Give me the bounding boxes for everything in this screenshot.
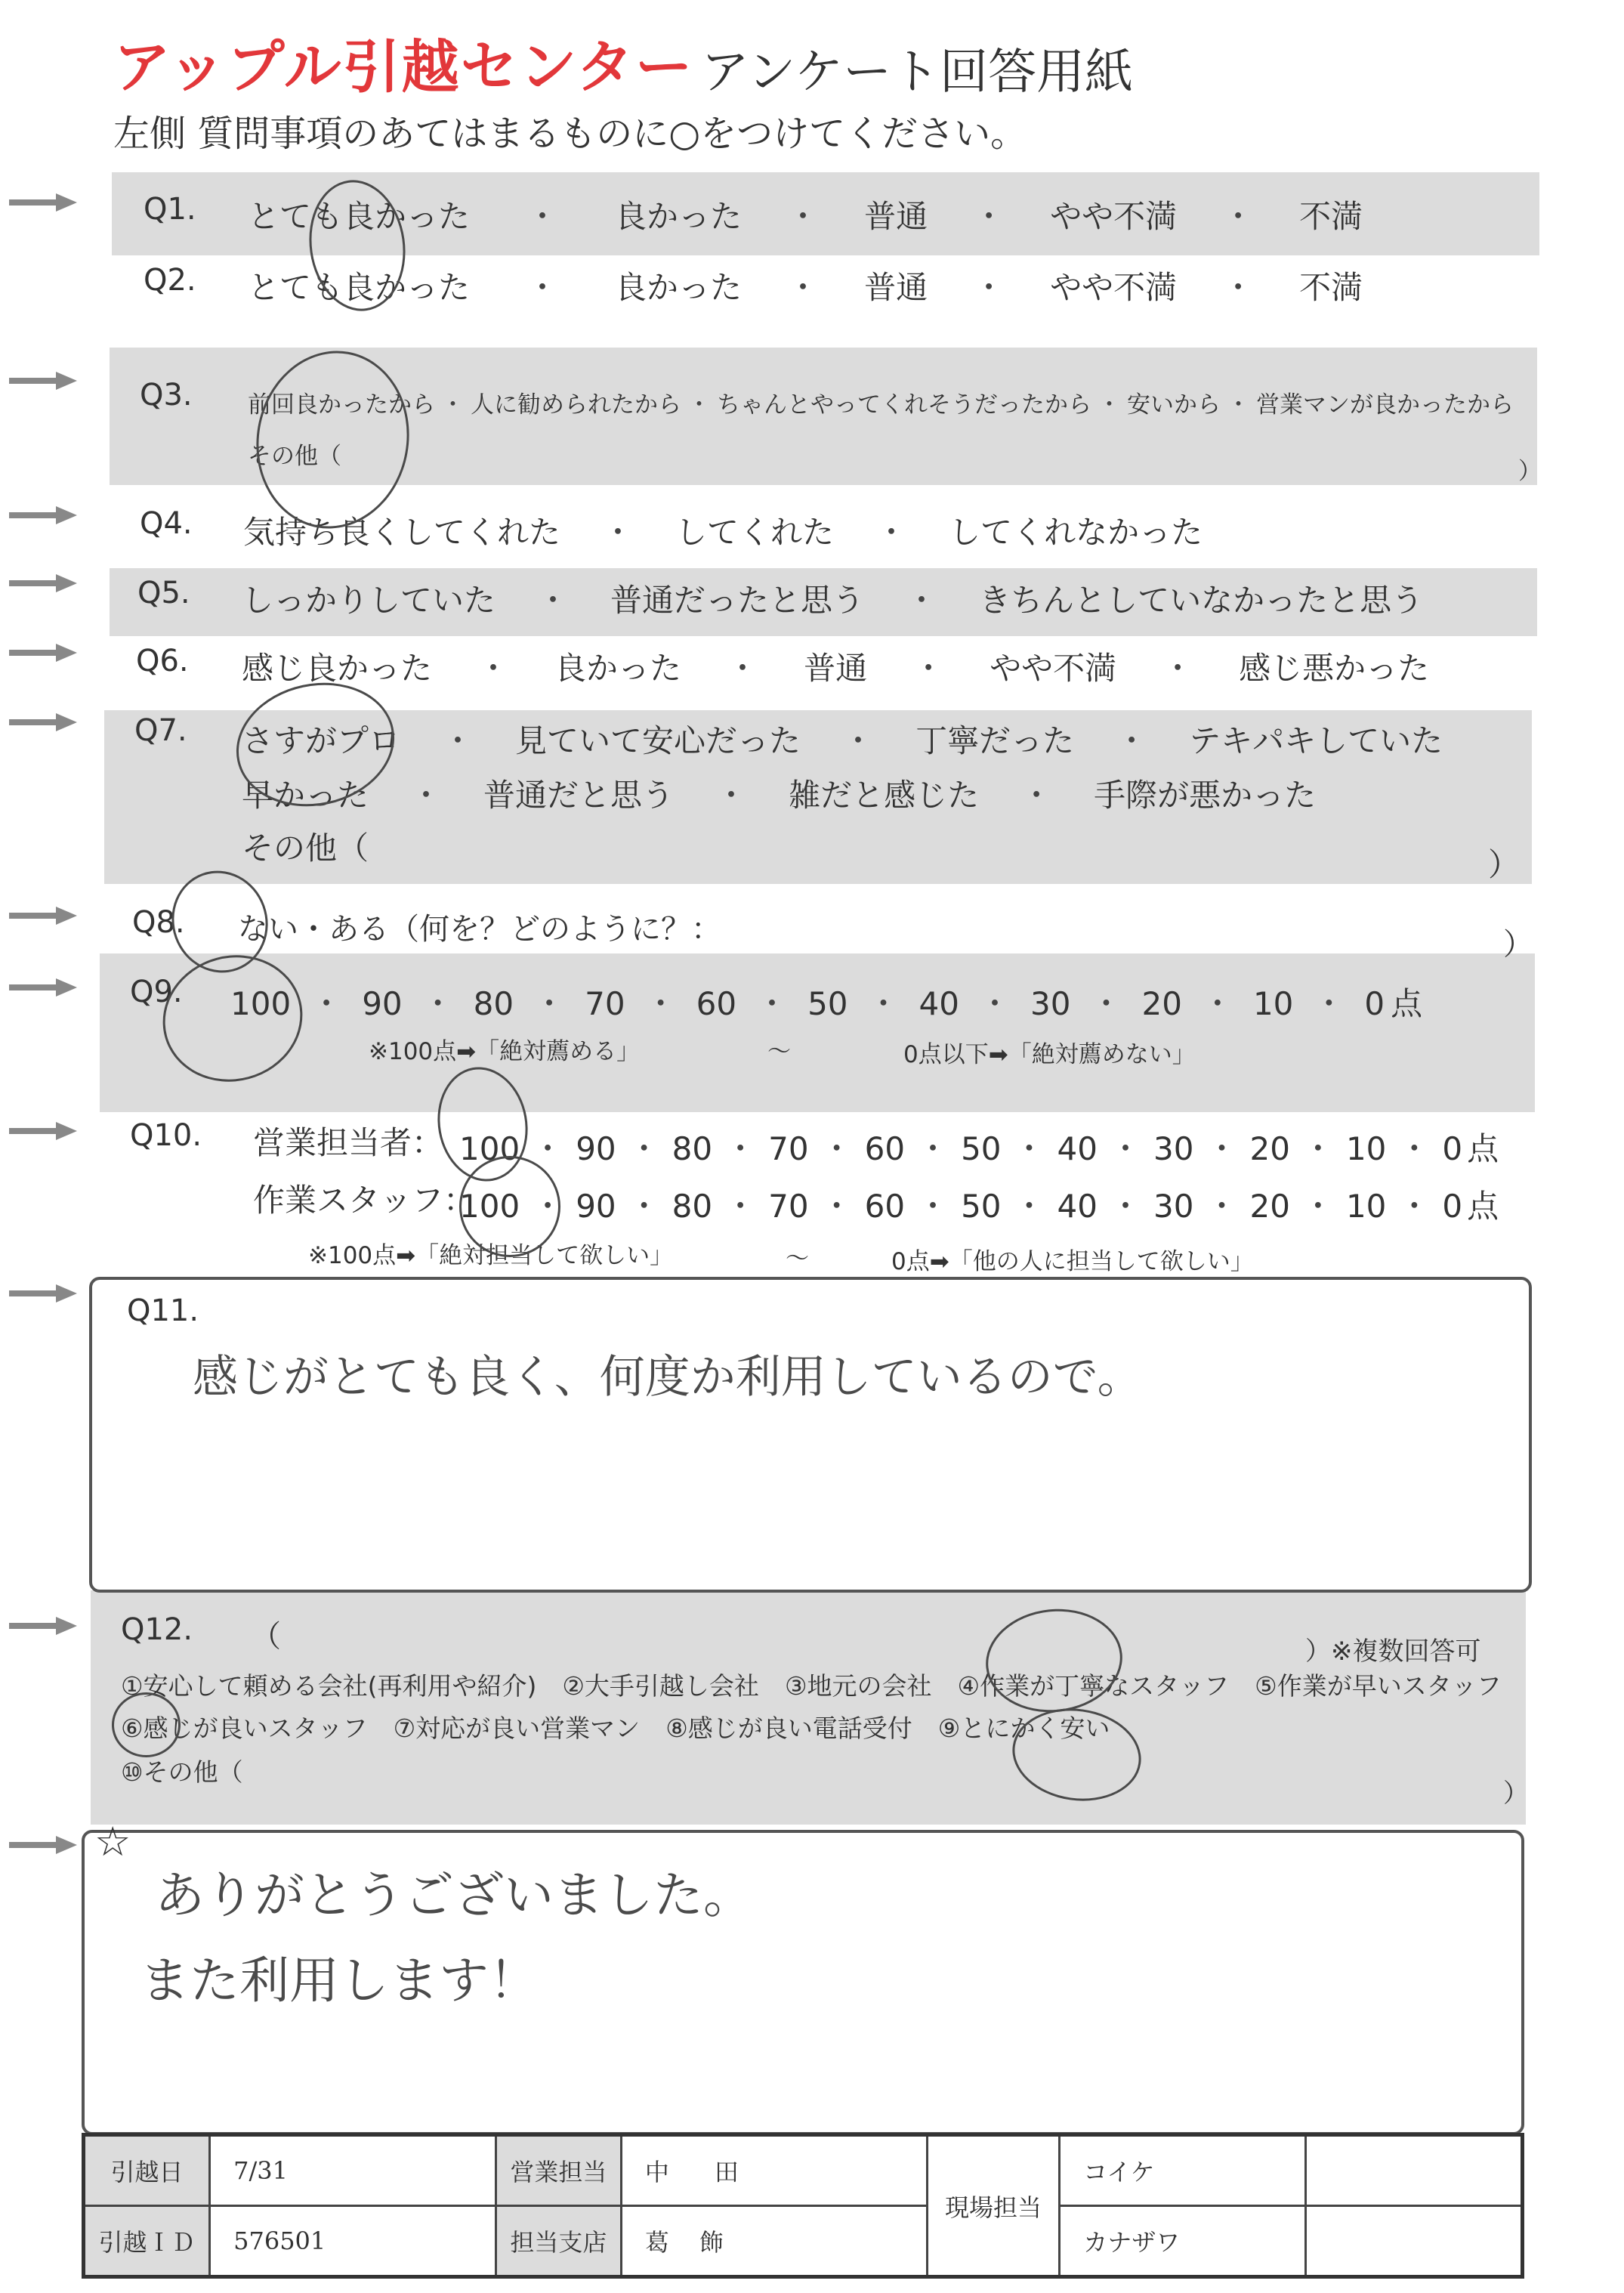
- q10-tilde: ～: [786, 1245, 809, 1272]
- q6-options: 感じ良かった ・ 良かった ・ 普通 ・ やや不満 ・ 感じ悪かった: [242, 644, 1429, 689]
- margin-arrow-icon: [9, 1617, 77, 1635]
- q9-note-left: ※100点➡「絶対薦める」: [369, 1038, 641, 1065]
- q10-staff-score[interactable]: 100: [459, 1188, 520, 1225]
- margin-arrow-icon: [9, 978, 77, 997]
- margin-arrow-icon: [9, 644, 77, 662]
- sales-rep-value: 中田: [621, 2135, 927, 2206]
- move-info-table: [82, 2133, 1524, 2279]
- q11-answer-box[interactable]: [89, 1277, 1532, 1593]
- q3-options: 前回良かったから ・ 人に勧められたから ・ ちゃんとやってくれそうだったから ・ 安いから ・ 営業マンが良かったから: [248, 385, 1514, 419]
- site-staff-value-1: コイケ: [1060, 2135, 1306, 2206]
- q6-label: Q6.: [136, 644, 189, 678]
- q9-tilde: ～: [767, 1038, 791, 1065]
- q10-sales-score[interactable]: 60: [864, 1130, 906, 1167]
- q7-options-row1: さすがプロ ・ 見ていて安心だった ・ 丁寧だった ・ テキパキしていた: [242, 716, 1443, 762]
- comment-handwritten-line1: ありがとうございました。: [155, 1866, 753, 1924]
- star-icon: ☆: [94, 1818, 131, 1865]
- q7-option[interactable]: 雑だと感じた: [789, 777, 980, 814]
- q12-option[interactable]: ①安心して頼める会社(再利用や紹介): [121, 1671, 537, 1701]
- q3-option[interactable]: 営業マンが良かったから: [1256, 391, 1514, 419]
- q10-staff-score[interactable]: 70: [768, 1188, 809, 1225]
- instructions: 左側 質問事項のあてはまるものに○をつけてください。: [113, 113, 1027, 155]
- q9-score[interactable]: 80: [473, 985, 514, 1022]
- q10-note-left: ※100点➡「絶対担当して欲しい」: [308, 1242, 674, 1269]
- pen-circle-mark: [112, 1692, 181, 1757]
- q7-option[interactable]: 手際が悪かった: [1094, 777, 1317, 814]
- q5-option[interactable]: きちんとしていなかったと思う: [979, 582, 1424, 619]
- q10-sales-label: 営業担当者：: [253, 1124, 444, 1161]
- q9-score[interactable]: 40: [919, 985, 959, 1022]
- q10-staff-score[interactable]: 60: [864, 1188, 906, 1225]
- q1-label: Q1.: [144, 192, 196, 227]
- q4-options: 気持ち良くしてくれた ・ してくれた ・ してくれなかった: [243, 508, 1203, 553]
- q2-option[interactable]: 不満: [1299, 269, 1363, 306]
- q10-sales-score[interactable]: 20: [1249, 1130, 1290, 1167]
- empty-cell: [1306, 2135, 1523, 2206]
- q10-staff-label: 作業スタッフ：: [253, 1182, 476, 1219]
- q1-option[interactable]: とても良かった: [248, 198, 471, 235]
- q12-option[interactable]: ④作業が丁寧なスタッフ: [957, 1671, 1230, 1701]
- q5-label: Q5.: [137, 576, 190, 610]
- q6-option[interactable]: 普通: [804, 650, 868, 687]
- margin-arrow-icon: [9, 1284, 77, 1303]
- move-date-value: 7/31: [210, 2135, 496, 2206]
- q12-option[interactable]: ⑤作業が早いスタッフ: [1255, 1671, 1502, 1701]
- q12-close: ）: [1503, 1778, 1529, 1809]
- q4-option[interactable]: してくれなかった: [949, 514, 1203, 551]
- q9-score[interactable]: 50: [807, 985, 848, 1022]
- q9-score[interactable]: 70: [585, 985, 625, 1022]
- q12-option[interactable]: ⑧感じが良い電話受付: [665, 1714, 912, 1743]
- q10-label: Q10.: [130, 1118, 202, 1153]
- q10-sales-score[interactable]: 50: [961, 1130, 1002, 1167]
- q4-label: Q4.: [140, 506, 193, 541]
- q9-label: Q9.: [130, 975, 183, 1009]
- branch-value: 葛飾: [621, 2206, 927, 2277]
- q5-option[interactable]: 普通だったと思う: [610, 582, 865, 619]
- q9-score[interactable]: 10: [1252, 985, 1294, 1022]
- q10-sales-score[interactable]: 90: [576, 1130, 616, 1167]
- q10-sales-score[interactable]: 70: [768, 1130, 809, 1167]
- q6-option[interactable]: 感じ良かった: [242, 650, 433, 687]
- q3-close: ）: [1518, 458, 1542, 485]
- q12-options-row1: [121, 1667, 1502, 1702]
- q7-option[interactable]: 丁寧だった: [915, 722, 1075, 759]
- q7-close: ）: [1488, 846, 1521, 883]
- q10-staff-scores: 100 ・ 90 ・ 80 ・ 70 ・ 60 ・ 50 ・ 40 ・ 30 ・ 20 ・ 10 ・ 0 点: [459, 1182, 1499, 1227]
- q2-option[interactable]: やや不満: [1050, 269, 1178, 306]
- q6-option[interactable]: 良かった: [554, 650, 682, 687]
- band-q12: [91, 1590, 1526, 1825]
- q10-sales-score[interactable]: 40: [1057, 1130, 1098, 1167]
- margin-arrow-icon: [9, 574, 77, 592]
- brand-title: アップル引越センター: [113, 33, 694, 100]
- q10-sales-score[interactable]: 0: [1442, 1130, 1463, 1167]
- q1-options: とても良かった ・ 良かった ・ 普通 ・ やや不満 ・ 不満: [248, 192, 1363, 237]
- site-staff-value-2: カナザワ: [1060, 2206, 1306, 2277]
- q7-option[interactable]: 普通だと思う: [483, 777, 675, 814]
- q2-option[interactable]: 普通: [864, 269, 928, 306]
- q1-option[interactable]: 普通: [864, 198, 928, 235]
- q9-score[interactable]: 90: [362, 985, 403, 1022]
- band-q9: [100, 953, 1535, 1112]
- move-date-label: 引越日: [84, 2135, 210, 2206]
- q11-label: Q11.: [127, 1293, 199, 1328]
- margin-arrow-icon: [9, 506, 77, 524]
- q7-option[interactable]: 見ていて安心だった: [515, 722, 801, 759]
- q8-options[interactable]: ない・ある（何を？どのように？：: [238, 912, 721, 947]
- q10-staff-score[interactable]: 90: [576, 1188, 616, 1225]
- q10-staff-score[interactable]: 0: [1442, 1188, 1463, 1225]
- q10-sales-score[interactable]: 10: [1345, 1130, 1387, 1167]
- q6-option[interactable]: 感じ悪かった: [1239, 650, 1430, 687]
- pen-circle-mark: [459, 1156, 560, 1257]
- q4-option[interactable]: 気持ち良くしてくれた: [243, 514, 561, 551]
- q12-open: （: [251, 1619, 281, 1654]
- q10-sales-score[interactable]: 100: [459, 1130, 520, 1167]
- q10-staff-score[interactable]: 80: [672, 1188, 713, 1225]
- comment-handwritten-line2: また利用します！: [140, 1952, 539, 2010]
- q10-staff-score[interactable]: 20: [1249, 1188, 1290, 1225]
- q9-score[interactable]: 0: [1364, 985, 1385, 1022]
- q12-option[interactable]: ⑨とにかく安い: [937, 1714, 1110, 1743]
- q7-other[interactable]: その他（: [242, 830, 369, 867]
- q10-staff-score[interactable]: 30: [1153, 1188, 1194, 1225]
- margin-arrow-icon: [9, 713, 77, 731]
- margin-arrow-icon: [9, 1122, 77, 1140]
- q1-option[interactable]: 良かった: [615, 198, 743, 235]
- q6-option[interactable]: やや不満: [990, 650, 1117, 687]
- q5-options: しっかりしていた ・ 普通だったと思う ・ きちんとしていなかったと思う: [242, 576, 1423, 621]
- q10-sales-score[interactable]: 80: [672, 1130, 713, 1167]
- q3-other[interactable]: その他（: [248, 443, 341, 470]
- q9-score[interactable]: 100: [230, 985, 292, 1022]
- move-id-label: 引越ＩＤ: [84, 2206, 210, 2277]
- q3-option[interactable]: 前回良かったから: [248, 391, 435, 419]
- q10-staff-score[interactable]: 50: [961, 1188, 1002, 1225]
- q12-options-row2: [121, 1709, 1110, 1744]
- site-staff-label: 現場担当: [927, 2135, 1059, 2277]
- margin-arrow-icon: [9, 907, 77, 925]
- q12-option[interactable]: ⑦対応が良い営業マン: [393, 1714, 641, 1743]
- q12-other[interactable]: ⑩その他（: [121, 1757, 243, 1787]
- q12-option[interactable]: ③地元の会社: [784, 1671, 932, 1701]
- q7-label: Q7.: [134, 713, 187, 748]
- q3-option[interactable]: 安いから: [1127, 391, 1221, 419]
- q2-option[interactable]: とても良かった: [248, 269, 471, 306]
- q9-unit: 点: [1391, 985, 1423, 1022]
- q11-handwritten-answer: 感じがとても良く、何度か利用しているので。: [193, 1351, 1143, 1404]
- q3-option[interactable]: ちゃんとやってくれそうだったから: [717, 391, 1091, 419]
- q3-label: Q3.: [140, 378, 193, 413]
- q2-options: とても良かった ・ 良かった ・ 普通 ・ やや不満 ・ 不満: [248, 263, 1363, 308]
- q8-label: Q8.: [132, 905, 185, 940]
- q7-option[interactable]: 早かった: [242, 777, 369, 814]
- margin-arrow-icon: [9, 193, 77, 212]
- q10-staff-score[interactable]: 10: [1345, 1188, 1387, 1225]
- q12-note: ）※複数回答可: [1305, 1636, 1481, 1667]
- q9-score[interactable]: 60: [696, 985, 737, 1022]
- q9-note-right: 0点以下➡「絶対薦めない」: [903, 1041, 1196, 1068]
- q10-staff-score[interactable]: 40: [1057, 1188, 1098, 1225]
- q12-option[interactable]: ⑥感じが良いスタッフ: [121, 1714, 368, 1743]
- q1-option[interactable]: やや不満: [1050, 198, 1178, 235]
- q10-note-right: 0点➡「他の人に担当して欲しい」: [891, 1248, 1254, 1275]
- q12-label: Q12.: [121, 1612, 193, 1647]
- q10-sales-score[interactable]: 30: [1153, 1130, 1194, 1167]
- margin-arrow-icon: [9, 1836, 77, 1854]
- q9-score[interactable]: 20: [1141, 985, 1182, 1022]
- q9-scores: 100 ・ 90 ・ 80 ・ 70 ・ 60 ・ 50 ・ 40 ・ 30 ・ 20 ・ 10 ・ 0 点: [230, 979, 1422, 1024]
- q10-sales-scores: 100 ・ 90 ・ 80 ・ 70 ・ 60 ・ 50 ・ 40 ・ 30 ・ 20 ・ 10 ・ 0 点: [459, 1124, 1499, 1170]
- q7-option[interactable]: さすがプロ: [242, 722, 401, 759]
- margin-arrow-icon: [9, 372, 77, 390]
- q8-close: ）: [1503, 927, 1533, 962]
- empty-cell: [1306, 2206, 1523, 2277]
- sales-rep-label: 営業担当: [496, 2135, 621, 2206]
- q3-option[interactable]: 人に勧められたから: [471, 391, 681, 419]
- move-id-value: 576501: [210, 2206, 496, 2277]
- q2-label: Q2.: [144, 263, 196, 298]
- q7-option[interactable]: テキパキしていた: [1189, 722, 1443, 759]
- q10-unit: 点: [1467, 1188, 1499, 1225]
- q5-option[interactable]: しっかりしていた: [242, 582, 496, 619]
- q12-option[interactable]: ②大手引越し会社: [562, 1671, 759, 1701]
- q1-option[interactable]: 不満: [1299, 198, 1363, 235]
- q9-score[interactable]: 30: [1030, 985, 1071, 1022]
- form-title: アンケート回答用紙: [701, 45, 1134, 100]
- q4-option[interactable]: してくれた: [675, 514, 835, 551]
- q2-option[interactable]: 良かった: [615, 269, 743, 306]
- q7-options-row2: 早かった ・ 普通だと思う ・ 雑だと感じた ・ 手際が悪かった: [242, 771, 1316, 816]
- q10-unit: 点: [1467, 1130, 1499, 1167]
- branch-label: 担当支店: [496, 2206, 621, 2277]
